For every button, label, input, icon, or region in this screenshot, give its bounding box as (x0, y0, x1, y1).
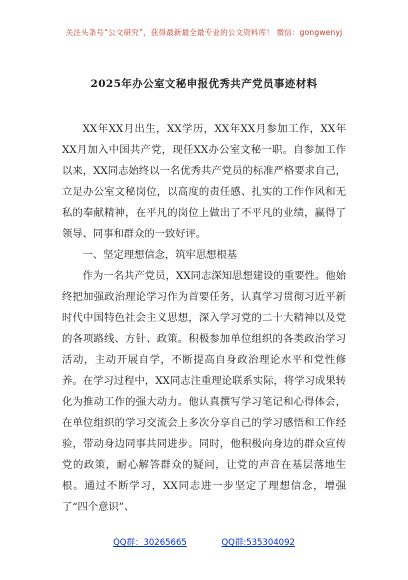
footer (0, 536, 408, 548)
intro-paragraph: XX年XX月出生，XX学历，XX年XX月参加工作，XX年XX月加入中国共产党，现任XX办公室文秘一职。自参加工作以来，XX同志始终以一名优秀共产党员的标准严格要求自己，立足办公室文秘岗位，以高度的责任感、扎实的工作作风和无私的奉献精神，在平凡的岗位上做出了不平凡的业绩，赢得了领导、同事和群众的一致好评。 (62, 123, 346, 240)
footer-qq-link-1[interactable]: QQ群：30265665 (113, 538, 187, 548)
section-heading: 一、坚定理想信念，筑牢思想根基 (82, 249, 238, 261)
top-banner: 关注头条号“公文研究”，获得最新最全最专业的公文资料库！ 微信：gongwenyj (65, 28, 343, 37)
footer-qq-link-2[interactable]: QQ群:535304092 (221, 538, 295, 548)
document-body (62, 119, 346, 518)
section-paragraph: 作为一名共产党员，XX同志深知思想建设的重要性。他始终把加强政治理论学习作为首要任务，认真学习贯彻习近平新时代中国特色社会主义思想，深入学习党的二十大精神以及党的各项路线、方针、政策。积极参加单位组织的各类政治学习活动，主动开展自学，不断提高自身政治理论水平和党性修养。在学习过程中，XX同志注重理论联系实际，将学习成果转化为推动工作的强大动力。他认真撰写学习笔记和心得体会，在单位组织的学习交流会上多次分享自己的学习感悟和工作经验，带动身边同事共同进步。同时，他积极向身边的群众宣传党的政策，耐心解答群众的疑问，让党的声音在基层落地生根。通过不断学习，XX同志进一步坚定了理想信念，增强了“四个意识”、 (62, 270, 346, 513)
document-title: 2025年办公室文秘申报优秀共产党员事迹材料 (90, 78, 318, 90)
